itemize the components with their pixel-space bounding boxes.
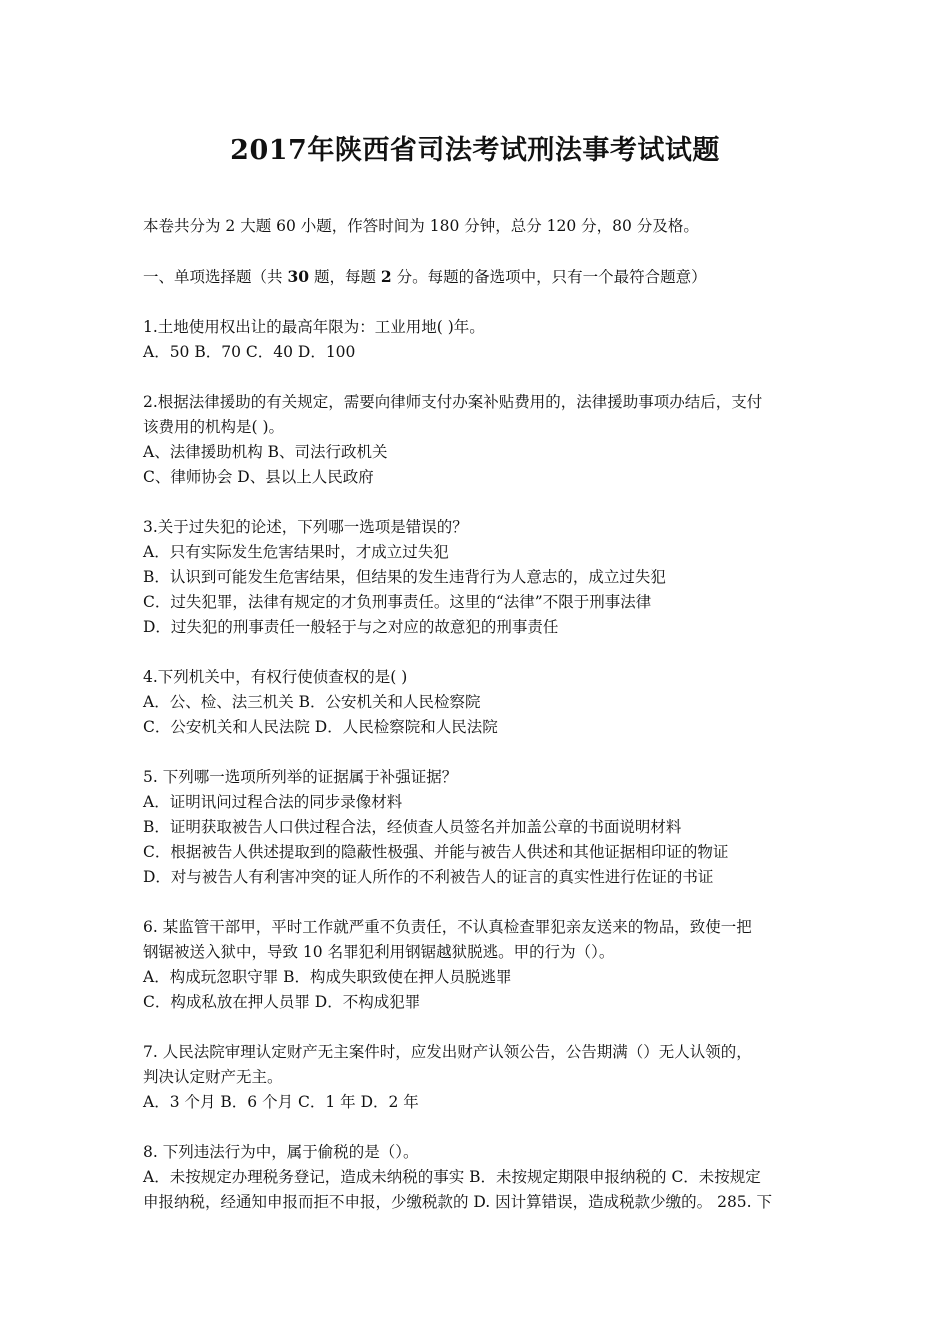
- question-options: C．构成私放在押人员罪 D．不构成犯罪: [143, 993, 421, 1011]
- question-stem: 钢锯被送入狱中，导致 10 名罪犯利用钢锯越狱脱逃。甲的行为（）。: [143, 943, 615, 961]
- question-options: A、法律援助机构 B、司法行政机关: [143, 443, 388, 461]
- question-5: [143, 765, 813, 890]
- question-stem: 4.下列机关中，有权行使侦查权的是( ): [143, 668, 408, 686]
- question-stem: 1.土地使用权出让的最高年限为：工业用地( )年。: [143, 318, 485, 336]
- question-option: C．根据被告人供述提取到的隐蔽性极强、并能与被告人供述和其他证据相印证的物证: [143, 843, 729, 861]
- question-stem: 判决认定财产无主。: [143, 1068, 283, 1086]
- question-stem: 7. 人民法院审理认定财产无主案件时，应发出财产认领公告，公告期满（）无人认领的，: [143, 1043, 752, 1061]
- question-stem: 5. 下列哪一选项所列举的证据属于补强证据？: [143, 768, 458, 786]
- question-4: [143, 665, 813, 740]
- question-options: A．3 个月 B．6 个月 C．1 年 D．2 年: [143, 1093, 419, 1111]
- question-option: D．过失犯的刑事责任一般轻于与之对应的故意犯的刑事责任: [143, 618, 559, 636]
- question-6: [143, 915, 813, 1015]
- question-options: A．未按规定办理税务登记，造成未纳税的事实 B．未按规定期限申报纳税的 C．未按规定: [143, 1168, 761, 1186]
- section-heading: 一、单项选择题（共 30 题，每题 2 分。每题的备选项中，只有一个最符合题意）: [143, 267, 707, 286]
- question-2: [143, 390, 813, 490]
- question-8: [143, 1140, 813, 1215]
- exam-intro: 本卷共分为 2 大题 60 小题，作答时间为 180 分钟，总分 120 分，80 分及格。: [143, 217, 699, 235]
- question-options: C．公安机关和人民法院 D．人民检察院和人民法院: [143, 718, 498, 736]
- question-stem: 8. 下列违法行为中，属于偷税的是（）。: [143, 1143, 419, 1161]
- question-stem: 2.根据法律援助的有关规定，需要向律师支付办案补贴费用的，法律援助事项办结后，支付: [143, 393, 763, 411]
- question-options: A．公、检、法三机关 B．公安机关和人民检察院: [143, 693, 481, 711]
- question-option: C．过失犯罪，法律有规定的才负刑事责任。这里的“法律”不限于刑事法律: [143, 593, 652, 611]
- question-3: [143, 515, 813, 640]
- question-option: A．只有实际发生危害结果时，才成立过失犯: [143, 543, 449, 561]
- document-body: [143, 214, 813, 1215]
- question-options: A．50 B．70 C．40 D．100: [143, 343, 356, 361]
- question-stem: 该费用的机构是( )。: [143, 418, 285, 436]
- question-option: B．认识到可能发生危害结果，但结果的发生违背行为人意志的，成立过失犯: [143, 568, 666, 586]
- question-1: [143, 315, 813, 365]
- question-7: [143, 1040, 813, 1115]
- question-option: A．证明讯问过程合法的同步录像材料: [143, 793, 403, 811]
- question-options: A．构成玩忽职守罪 B．构成失职致使在押人员脱逃罪: [143, 968, 512, 986]
- question-options: C、律师协会 D、县以上人民政府: [143, 468, 374, 486]
- question-stem: 6. 某监管干部甲，平时工作就严重不负责任，不认真检查罪犯亲友送来的物品，致使一把: [143, 918, 752, 936]
- question-stem: 3.关于过失犯的论述，下列哪一选项是错误的？: [143, 518, 468, 536]
- question-options: 申报纳税，经通知申报而拒不申报，少缴税款的 D. 因计算错误，造成税款少缴的。 285. 下: [143, 1193, 773, 1211]
- document-title: 2017年陕西省司法考试刑法事考试试题: [230, 135, 720, 166]
- question-option: B．证明获取被告人口供过程合法，经侦查人员签名并加盖公章的书面说明材料: [143, 818, 682, 836]
- question-option: D．对与被告人有利害冲突的证人所作的不利被告人的证言的真实性进行佐证的书证: [143, 868, 714, 886]
